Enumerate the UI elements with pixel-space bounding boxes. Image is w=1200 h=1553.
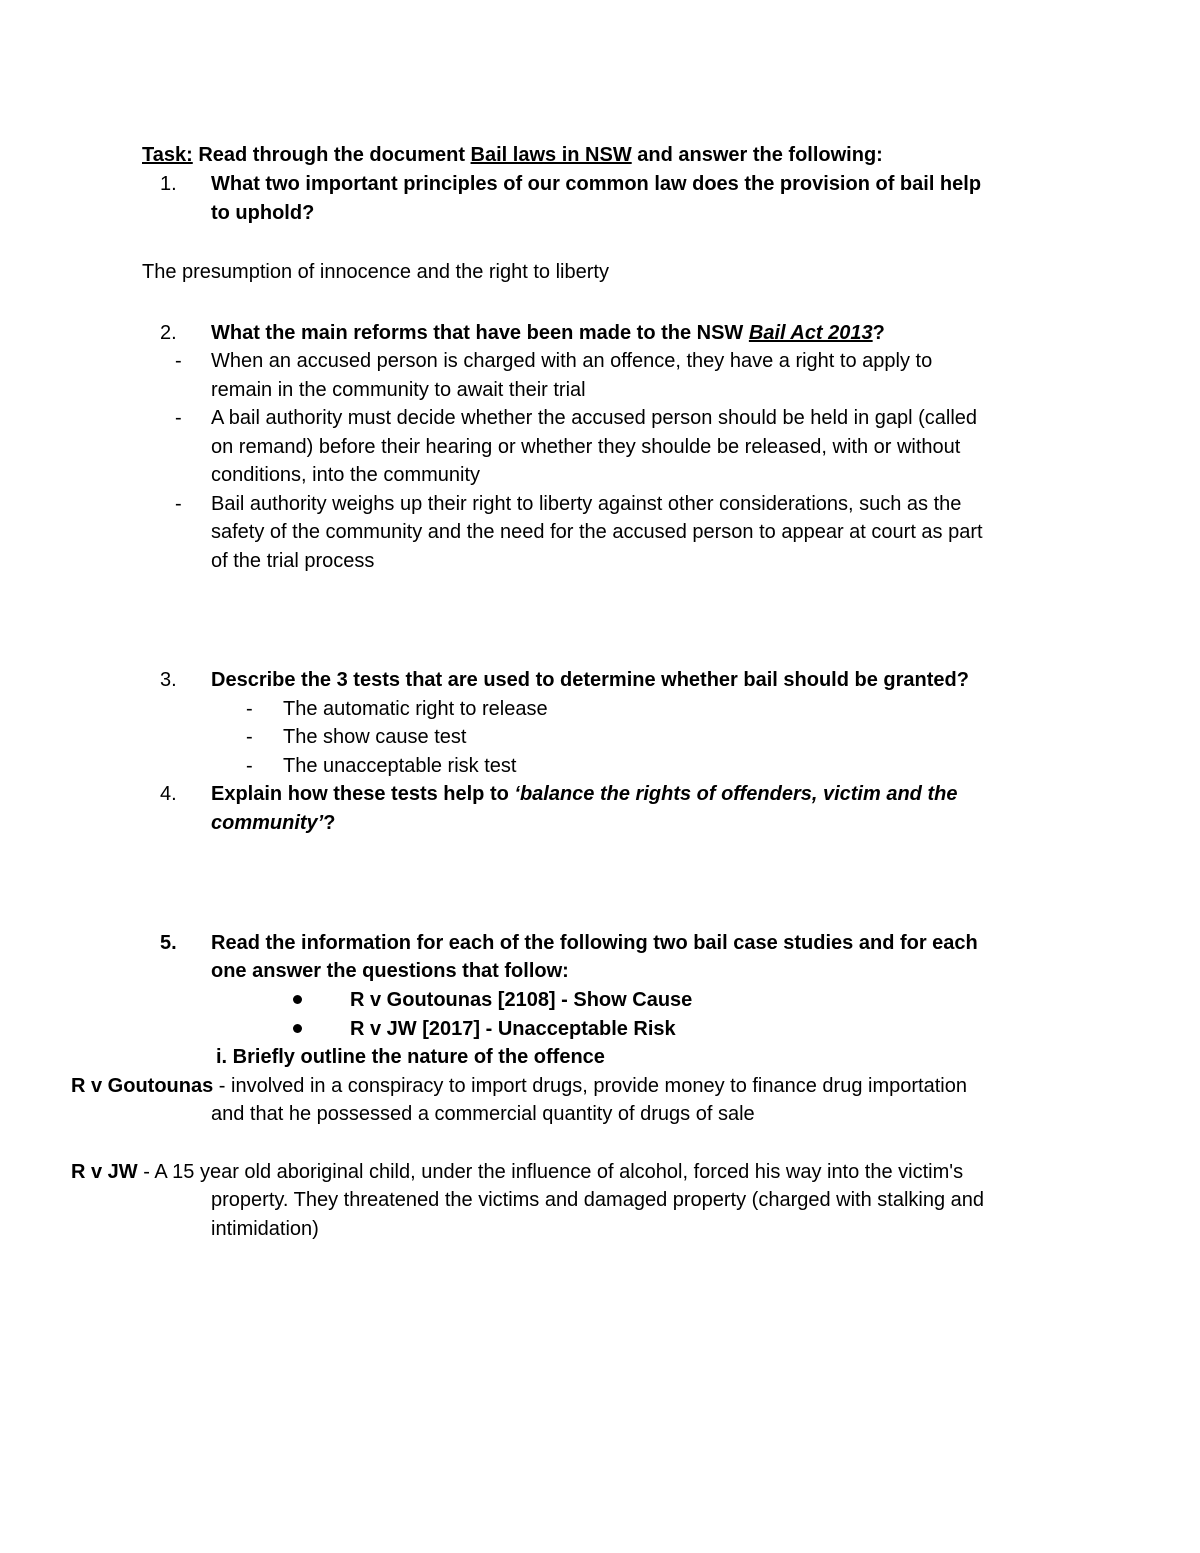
question-1-line2: to uphold? (211, 202, 315, 224)
test-item: The unacceptable risk test (283, 755, 517, 777)
task-intro-a: Read through the document (192, 144, 471, 166)
jw-desc-1: - A 15 year old aboriginal child, under the influence of alcohol, forced his way into the victim's (137, 1161, 964, 1183)
question-4-text-b: ? (323, 812, 336, 834)
document-title: Bail laws in NSW (470, 144, 632, 166)
dash-marker: - (175, 350, 182, 372)
task-intro-b: and answer the following: (631, 144, 883, 166)
reform-1-line1: When an accused person is charged with an offence, they have a right to apply to (211, 350, 933, 372)
goutounas-line1 (71, 1072, 967, 1101)
reform-1-line2: remain in the community to await their trial (211, 379, 586, 401)
bail-act-title: Bail Act 2013 (748, 322, 873, 344)
goutounas-case-name: R v Goutounas (71, 1075, 214, 1097)
question-5-line2: one answer the questions that follow: (211, 960, 569, 982)
jw-line3: intimidation) (211, 1218, 319, 1240)
bullet-dot (293, 1024, 302, 1033)
question-2-text-b: ? (872, 322, 885, 344)
question-5-number: 5. (160, 932, 177, 954)
question-1-answer: The presumption of innocence and the right to liberty (142, 261, 609, 283)
jw-line1 (71, 1158, 963, 1187)
reform-2-line3: conditions, into the community (211, 464, 481, 486)
reform-2-line2: on remand) before their hearing or whether they shoulde be released, with or without (211, 436, 961, 458)
question-1-number: 1. (160, 173, 177, 195)
dash-marker: - (246, 698, 253, 720)
test-item: The automatic right to release (283, 698, 548, 720)
bullet-dot (293, 995, 302, 1004)
case-item: R v Goutounas [2108] - Show Cause (350, 989, 693, 1011)
question-4-number: 4. (160, 783, 177, 805)
jw-line2: property. They threatened the victims and damaged property (charged with stalking and (211, 1189, 985, 1211)
question-2-text-a: What the main reforms that have been made to the NSW (211, 322, 749, 344)
question-3-number: 3. (160, 669, 177, 691)
question-2-text (211, 319, 885, 348)
question-4-quote-l1: ‘balance the rights of offenders, victim and the (514, 783, 958, 805)
task-heading (142, 141, 883, 170)
dash-marker: - (246, 755, 253, 777)
question-5-line1: Read the information for each of the following two bail case studies and for each (211, 932, 978, 954)
dash-marker: - (175, 493, 182, 515)
question-4-quote-l2: community’ (211, 812, 324, 834)
question-1-line1: What two important principles of our common law does the provision of bail help (211, 173, 982, 195)
dash-marker: - (175, 407, 182, 429)
question-4-line1 (211, 780, 957, 809)
reform-2-line1: A bail authority must decide whether the accused person should be held in gapl (called (211, 407, 978, 429)
reform-3-line3: of the trial process (211, 550, 375, 572)
test-item: The show cause test (283, 726, 467, 748)
dash-marker: - (246, 726, 253, 748)
question-4-line2 (211, 809, 335, 838)
reform-3-line1: Bail authority weighs up their right to liberty against other considerations, such as the (211, 493, 962, 515)
question-2-number: 2. (160, 322, 177, 344)
question-4-text-a: Explain how these tests help to (211, 783, 515, 805)
goutounas-desc-1: - involved in a conspiracy to import drugs, provide money to finance drug importation (213, 1075, 967, 1097)
question-3-text: Describe the 3 tests that are used to determine whether bail should be granted? (211, 669, 969, 691)
goutounas-line2: and that he possessed a commercial quantity of drugs of sale (211, 1103, 755, 1125)
task-label: Task: (142, 144, 193, 166)
jw-case-name: R v JW (71, 1161, 138, 1183)
sub-question-i: i. Briefly outline the nature of the offence (216, 1046, 605, 1068)
reform-3-line2: safety of the community and the need for the accused person to appear at court as part (211, 521, 983, 543)
case-item: R v JW [2017] - Unacceptable Risk (350, 1018, 676, 1040)
